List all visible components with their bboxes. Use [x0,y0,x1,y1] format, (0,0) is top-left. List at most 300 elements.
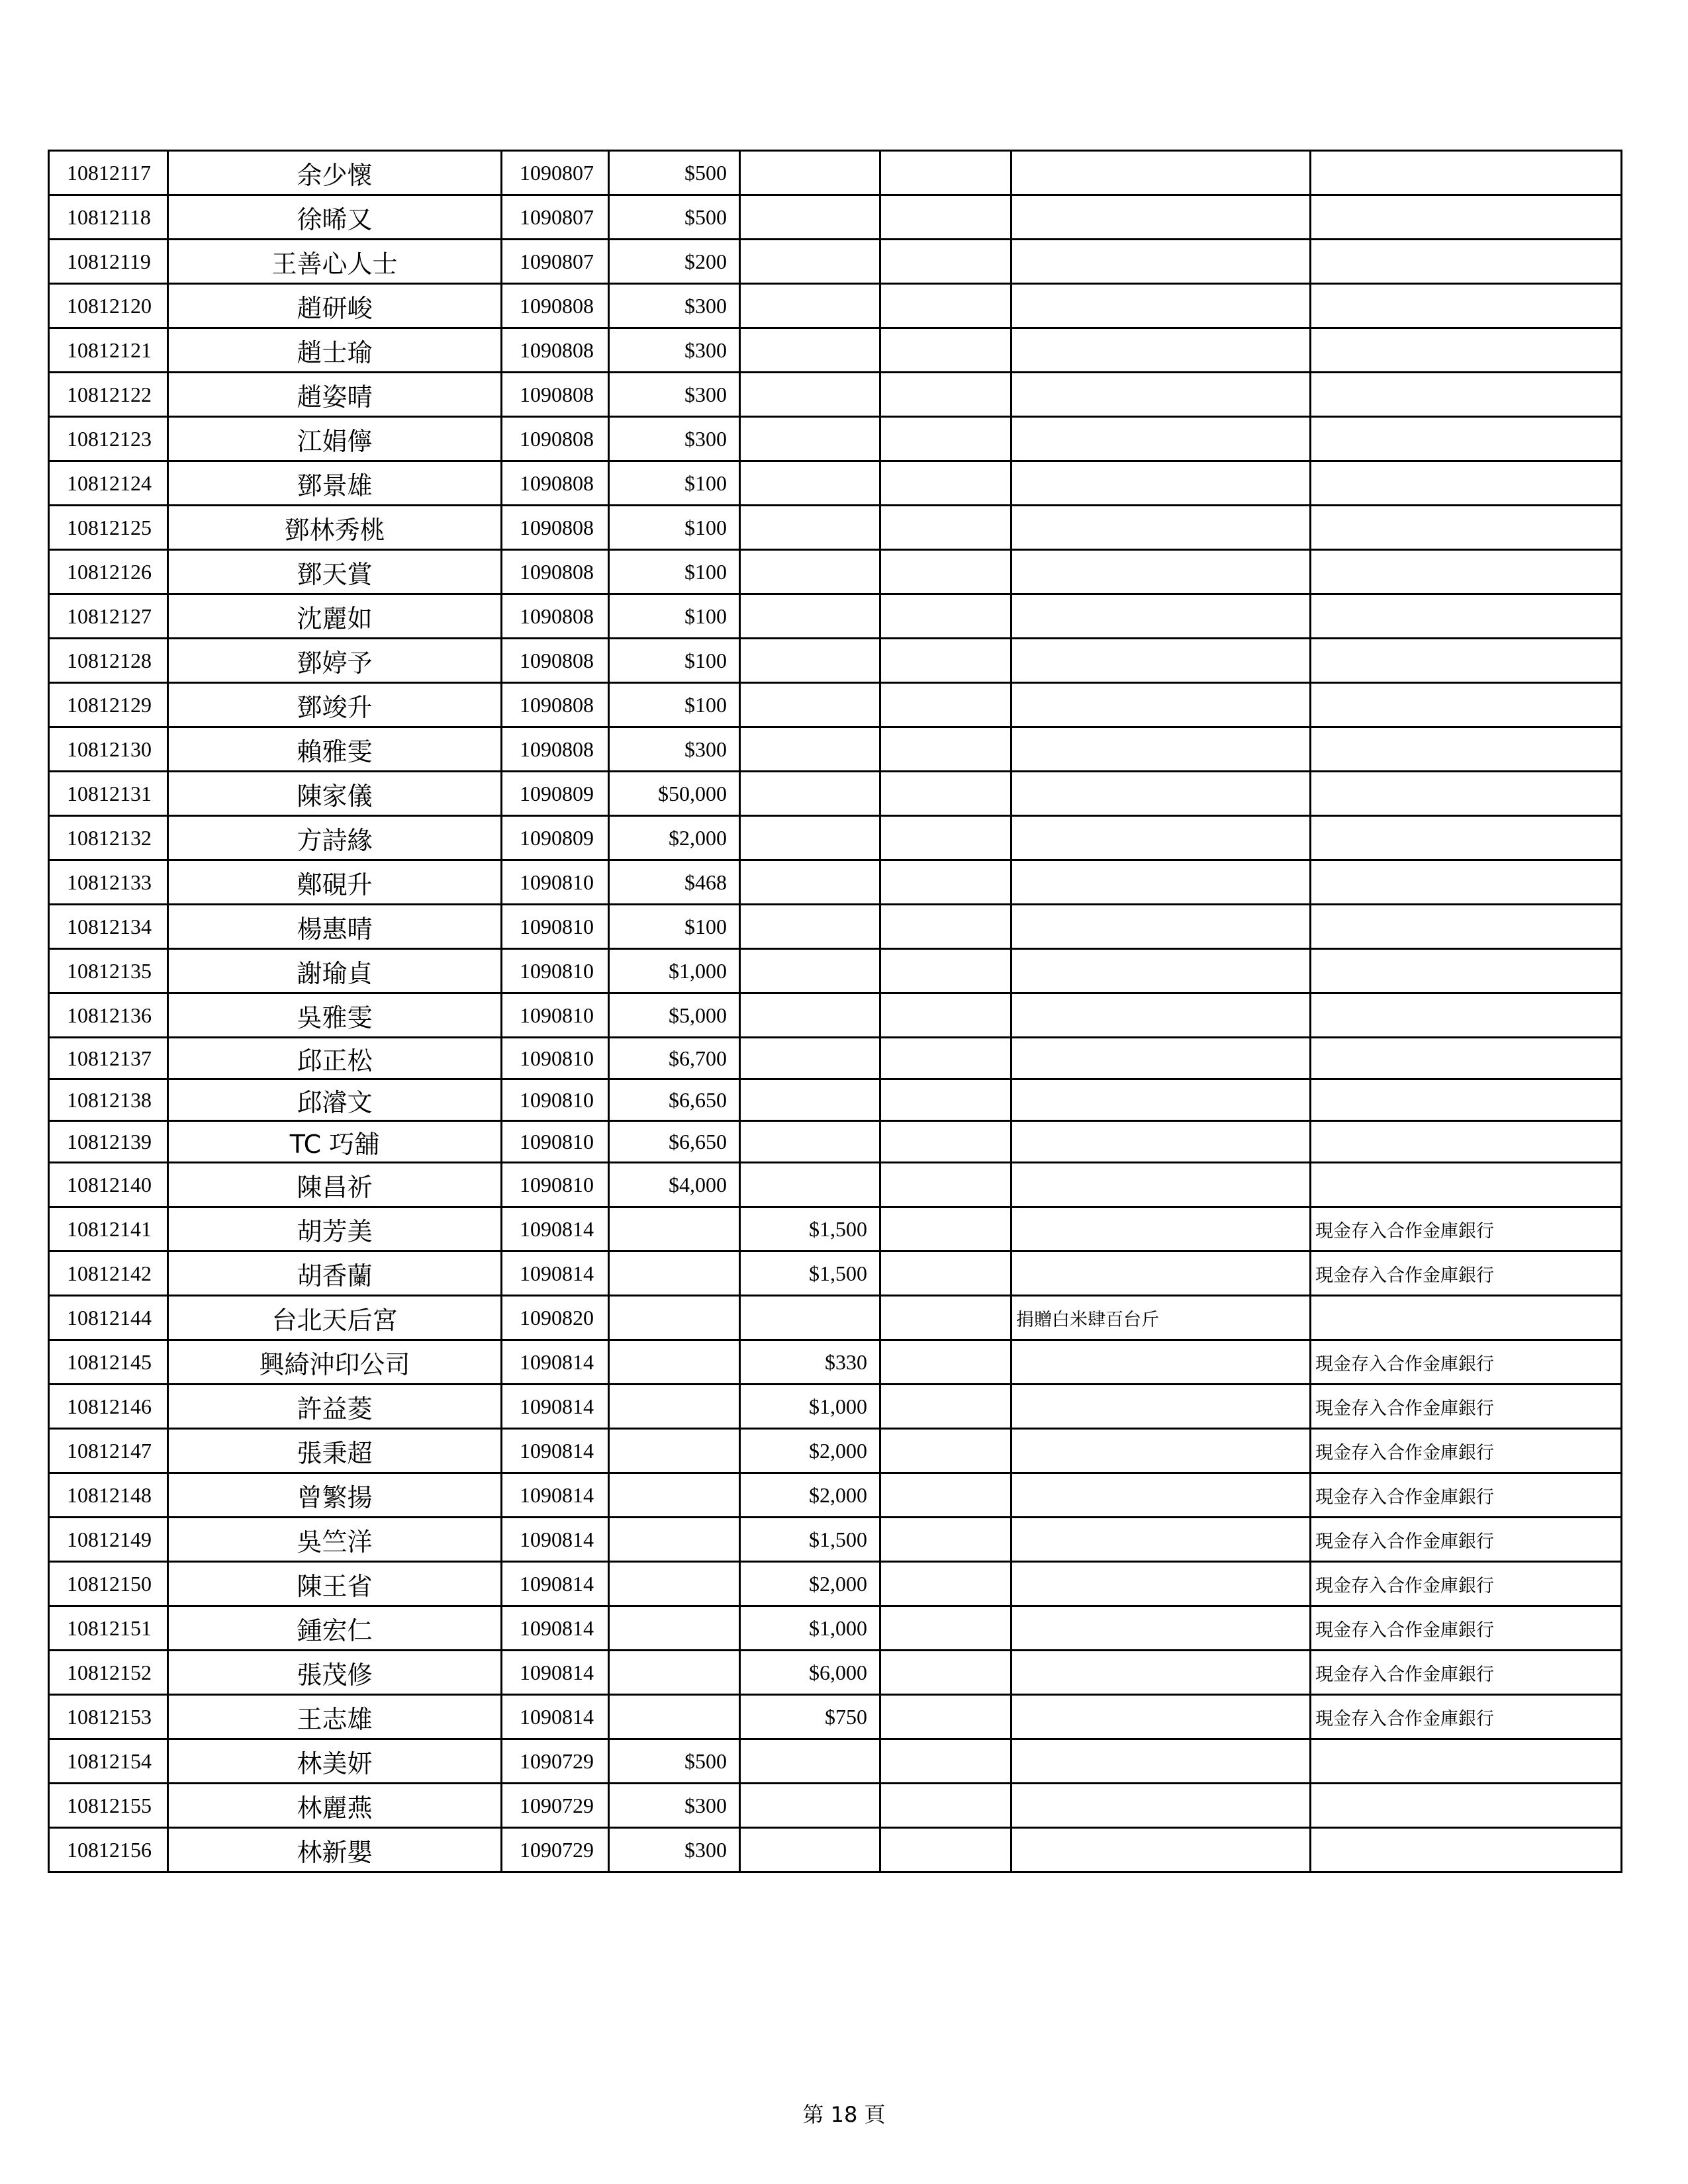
remark-cell: 現金存入合作金庫銀行 [1311,1385,1622,1429]
bank-amount-cell [740,1079,880,1121]
donor-name-cell: 張茂修 [168,1651,502,1695]
donor-name-cell: 謝瑜貞 [168,949,502,993]
donor-id-cell: 10812136 [49,993,168,1038]
blank-cell [880,417,1011,461]
goods-description-cell [1011,284,1311,328]
blank-cell [880,1695,1011,1739]
donor-id-cell: 10812147 [49,1429,168,1473]
blank-cell [880,1038,1011,1079]
donation-date-cell: 1090810 [502,905,609,949]
cash-amount-cell: $300 [609,727,740,772]
donor-id-cell: 10812134 [49,905,168,949]
blank-cell [880,1296,1011,1340]
cash-amount-cell: $6,650 [609,1121,740,1163]
donor-name-cell: 林麗燕 [168,1784,502,1828]
donor-id-cell: 10812144 [49,1296,168,1340]
blank-cell [880,461,1011,506]
cash-amount-cell: $100 [609,639,740,683]
bank-amount-cell: $6,000 [740,1651,880,1695]
donor-id-cell: 10812155 [49,1784,168,1828]
table-row [49,1121,1622,1163]
table-row [49,1518,1622,1562]
goods-description-cell [1011,1828,1311,1872]
table-row [49,772,1622,816]
cash-amount-cell [609,1207,740,1251]
cash-amount-cell [609,1695,740,1739]
donor-name-cell: 沈麗如 [168,594,502,639]
donor-name-cell: 陳昌祈 [168,1163,502,1207]
goods-description-cell [1011,727,1311,772]
blank-cell [880,727,1011,772]
remark-cell [1311,373,1622,417]
bank-amount-cell [740,1828,880,1872]
donor-id-cell: 10812129 [49,683,168,727]
remark-cell: 現金存入合作金庫銀行 [1311,1606,1622,1651]
blank-cell [880,195,1011,240]
donation-date-cell: 1090814 [502,1207,609,1251]
table-row [49,1606,1622,1651]
bank-amount-cell [740,639,880,683]
remark-cell: 現金存入合作金庫銀行 [1311,1562,1622,1606]
bank-amount-cell [740,993,880,1038]
donation-table [48,150,1622,1873]
table-row [49,993,1622,1038]
cash-amount-cell: $100 [609,594,740,639]
blank-cell [880,594,1011,639]
donor-name-cell: 鄧婷予 [168,639,502,683]
blank-cell [880,1518,1011,1562]
donor-id-cell: 10812121 [49,328,168,373]
donor-name-cell: 趙研峻 [168,284,502,328]
cash-amount-cell [609,1296,740,1340]
donor-id-cell: 10812120 [49,284,168,328]
cash-amount-cell: $500 [609,195,740,240]
donor-id-cell: 10812145 [49,1340,168,1385]
table-row [49,594,1622,639]
goods-description-cell: 捐贈白米肆百台斤 [1011,1296,1311,1340]
remark-cell [1311,195,1622,240]
donation-date-cell: 1090810 [502,1121,609,1163]
remark-cell [1311,727,1622,772]
cash-amount-cell: $300 [609,1828,740,1872]
donation-table-body [49,151,1622,1872]
table-row [49,1079,1622,1121]
donor-id-cell: 10812123 [49,417,168,461]
bank-amount-cell [740,417,880,461]
table-row [49,727,1622,772]
donation-date-cell: 1090808 [502,373,609,417]
bank-amount-cell: $1,500 [740,1207,880,1251]
blank-cell [880,1739,1011,1784]
remark-cell [1311,1163,1622,1207]
goods-description-cell [1011,373,1311,417]
goods-description-cell [1011,993,1311,1038]
blank-cell [880,1651,1011,1695]
cash-amount-cell [609,1251,740,1296]
bank-amount-cell: $1,000 [740,1606,880,1651]
blank-cell [880,949,1011,993]
table-row [49,417,1622,461]
blank-cell [880,860,1011,905]
cash-amount-cell: $300 [609,284,740,328]
cash-amount-cell: $2,000 [609,816,740,860]
blank-cell [880,1121,1011,1163]
goods-description-cell [1011,639,1311,683]
donor-name-cell: 鄧林秀桃 [168,506,502,550]
donor-name-cell: 林美妍 [168,1739,502,1784]
donor-name-cell: 方詩緣 [168,816,502,860]
goods-description-cell [1011,1739,1311,1784]
table-row [49,1651,1622,1695]
remark-cell: 現金存入合作金庫銀行 [1311,1518,1622,1562]
goods-description-cell [1011,417,1311,461]
remark-cell [1311,683,1622,727]
remark-cell [1311,949,1622,993]
donor-id-cell: 10812130 [49,727,168,772]
donor-id-cell: 10812142 [49,1251,168,1296]
donor-id-cell: 10812154 [49,1739,168,1784]
cash-amount-cell [609,1562,740,1606]
bank-amount-cell: $330 [740,1340,880,1385]
goods-description-cell [1011,772,1311,816]
bank-amount-cell [740,772,880,816]
remark-cell: 現金存入合作金庫銀行 [1311,1340,1622,1385]
donor-id-cell: 10812137 [49,1038,168,1079]
blank-cell [880,328,1011,373]
donor-id-cell: 10812141 [49,1207,168,1251]
goods-description-cell [1011,1251,1311,1296]
donor-name-cell: 陳王省 [168,1562,502,1606]
donor-name-cell: 邱正松 [168,1038,502,1079]
blank-cell [880,1828,1011,1872]
donor-id-cell: 10812148 [49,1473,168,1518]
cash-amount-cell [609,1340,740,1385]
bank-amount-cell: $750 [740,1695,880,1739]
donor-name-cell: 胡芳美 [168,1207,502,1251]
donor-name-cell: 許益菱 [168,1385,502,1429]
donor-name-cell: TC 巧舖 [168,1121,502,1163]
donation-date-cell: 1090814 [502,1340,609,1385]
table-row [49,905,1622,949]
donor-id-cell: 10812127 [49,594,168,639]
donation-date-cell: 1090814 [502,1695,609,1739]
bank-amount-cell [740,727,880,772]
donor-id-cell: 10812140 [49,1163,168,1207]
donor-id-cell: 10812117 [49,151,168,195]
donation-date-cell: 1090814 [502,1385,609,1429]
donation-date-cell: 1090729 [502,1828,609,1872]
blank-cell [880,240,1011,284]
bank-amount-cell [740,240,880,284]
blank-cell [880,1079,1011,1121]
blank-cell [880,1606,1011,1651]
donation-date-cell: 1090809 [502,772,609,816]
table-row [49,949,1622,993]
cash-amount-cell: $6,700 [609,1038,740,1079]
donation-date-cell: 1090814 [502,1562,609,1606]
remark-cell: 現金存入合作金庫銀行 [1311,1251,1622,1296]
bank-amount-cell [740,860,880,905]
donor-id-cell: 10812139 [49,1121,168,1163]
donor-name-cell: 鄧景雄 [168,461,502,506]
goods-description-cell [1011,905,1311,949]
remark-cell [1311,417,1622,461]
donor-name-cell: 陳家儀 [168,772,502,816]
cash-amount-cell: $100 [609,683,740,727]
goods-description-cell [1011,683,1311,727]
remark-cell [1311,1038,1622,1079]
donor-name-cell: 興綺沖印公司 [168,1340,502,1385]
cash-amount-cell [609,1385,740,1429]
blank-cell [880,816,1011,860]
bank-amount-cell [740,1121,880,1163]
goods-description-cell [1011,860,1311,905]
donor-name-cell: 徐晞又 [168,195,502,240]
donor-id-cell: 10812135 [49,949,168,993]
remark-cell [1311,284,1622,328]
cash-amount-cell: $300 [609,373,740,417]
donor-name-cell: 吳竺洋 [168,1518,502,1562]
table-row [49,1207,1622,1251]
blank-cell [880,373,1011,417]
donor-id-cell: 10812152 [49,1651,168,1695]
cash-amount-cell [609,1518,740,1562]
donation-date-cell: 1090809 [502,816,609,860]
donation-date-cell: 1090814 [502,1473,609,1518]
goods-description-cell [1011,1121,1311,1163]
donation-date-cell: 1090808 [502,461,609,506]
goods-description-cell [1011,506,1311,550]
table-row [49,1695,1622,1739]
donor-id-cell: 10812126 [49,550,168,594]
donation-date-cell: 1090729 [502,1739,609,1784]
goods-description-cell [1011,550,1311,594]
table-row [49,639,1622,683]
donor-id-cell: 10812156 [49,1828,168,1872]
cash-amount-cell [609,1473,740,1518]
table-row [49,1828,1622,1872]
donor-name-cell: 王志雄 [168,1695,502,1739]
donor-name-cell: 曾繁揚 [168,1473,502,1518]
donation-date-cell: 1090810 [502,1163,609,1207]
table-row [49,1385,1622,1429]
goods-description-cell [1011,1038,1311,1079]
donor-id-cell: 10812133 [49,860,168,905]
blank-cell [880,772,1011,816]
remark-cell [1311,905,1622,949]
goods-description-cell [1011,949,1311,993]
donor-id-cell: 10812153 [49,1695,168,1739]
cash-amount-cell: $4,000 [609,1163,740,1207]
table-row [49,1562,1622,1606]
remark-cell [1311,1121,1622,1163]
donation-date-cell: 1090729 [502,1784,609,1828]
remark-cell [1311,639,1622,683]
donor-id-cell: 10812128 [49,639,168,683]
remark-cell [1311,240,1622,284]
cash-amount-cell: $100 [609,461,740,506]
donor-name-cell: 鄭硯升 [168,860,502,905]
table-row [49,1038,1622,1079]
blank-cell [880,639,1011,683]
bank-amount-cell [740,151,880,195]
bank-amount-cell [740,905,880,949]
goods-description-cell [1011,1340,1311,1385]
goods-description-cell [1011,816,1311,860]
donor-name-cell: 楊惠晴 [168,905,502,949]
table-row [49,1251,1622,1296]
remark-cell: 現金存入合作金庫銀行 [1311,1695,1622,1739]
remark-cell [1311,151,1622,195]
cash-amount-cell: $300 [609,328,740,373]
donor-id-cell: 10812118 [49,195,168,240]
donor-id-cell: 10812149 [49,1518,168,1562]
bank-amount-cell [740,1163,880,1207]
cash-amount-cell [609,1429,740,1473]
bank-amount-cell [740,949,880,993]
bank-amount-cell: $1,000 [740,1385,880,1429]
donor-name-cell: 趙姿晴 [168,373,502,417]
donor-id-cell: 10812151 [49,1606,168,1651]
cash-amount-cell: $100 [609,506,740,550]
bank-amount-cell [740,461,880,506]
remark-cell [1311,328,1622,373]
bank-amount-cell [740,550,880,594]
blank-cell [880,1163,1011,1207]
cash-amount-cell: $300 [609,417,740,461]
goods-description-cell [1011,328,1311,373]
bank-amount-cell [740,373,880,417]
bank-amount-cell: $1,500 [740,1518,880,1562]
blank-cell [880,1784,1011,1828]
cash-amount-cell: $200 [609,240,740,284]
donor-name-cell: 台北天后宮 [168,1296,502,1340]
table-row [49,1163,1622,1207]
remark-cell [1311,1739,1622,1784]
cash-amount-cell: $300 [609,1784,740,1828]
donation-date-cell: 1090810 [502,949,609,993]
remark-cell [1311,1784,1622,1828]
goods-description-cell [1011,1473,1311,1518]
donor-id-cell: 10812146 [49,1385,168,1429]
donation-date-cell: 1090814 [502,1651,609,1695]
table-row [49,328,1622,373]
table-row [49,1739,1622,1784]
donation-date-cell: 1090807 [502,195,609,240]
bank-amount-cell [740,1296,880,1340]
donation-date-cell: 1090808 [502,506,609,550]
donation-date-cell: 1090814 [502,1429,609,1473]
donor-name-cell: 余少懷 [168,151,502,195]
remark-cell [1311,1079,1622,1121]
bank-amount-cell [740,284,880,328]
donor-id-cell: 10812131 [49,772,168,816]
cash-amount-cell: $6,650 [609,1079,740,1121]
goods-description-cell [1011,195,1311,240]
goods-description-cell [1011,1784,1311,1828]
donation-date-cell: 1090814 [502,1251,609,1296]
remark-cell: 現金存入合作金庫銀行 [1311,1473,1622,1518]
donation-date-cell: 1090814 [502,1606,609,1651]
cash-amount-cell: $500 [609,151,740,195]
table-row [49,816,1622,860]
remark-cell [1311,550,1622,594]
donor-id-cell: 10812125 [49,506,168,550]
donation-date-cell: 1090810 [502,993,609,1038]
donor-name-cell: 趙士瑜 [168,328,502,373]
goods-description-cell [1011,1695,1311,1739]
goods-description-cell [1011,1207,1311,1251]
donation-date-cell: 1090808 [502,284,609,328]
cash-amount-cell: $50,000 [609,772,740,816]
goods-description-cell [1011,240,1311,284]
remark-cell: 現金存入合作金庫銀行 [1311,1207,1622,1251]
table-row [49,284,1622,328]
goods-description-cell [1011,1651,1311,1695]
donor-name-cell: 鄧天賞 [168,550,502,594]
remark-cell: 現金存入合作金庫銀行 [1311,1651,1622,1695]
donor-name-cell: 邱濬文 [168,1079,502,1121]
donation-date-cell: 1090807 [502,240,609,284]
blank-cell [880,1207,1011,1251]
blank-cell [880,550,1011,594]
donation-date-cell: 1090808 [502,683,609,727]
bank-amount-cell: $1,500 [740,1251,880,1296]
remark-cell [1311,860,1622,905]
cash-amount-cell: $1,000 [609,949,740,993]
blank-cell [880,1340,1011,1385]
blank-cell [880,1562,1011,1606]
donor-name-cell: 王善心人士 [168,240,502,284]
bank-amount-cell: $2,000 [740,1429,880,1473]
blank-cell [880,284,1011,328]
blank-cell [880,1429,1011,1473]
cash-amount-cell: $468 [609,860,740,905]
blank-cell [880,506,1011,550]
goods-description-cell [1011,1079,1311,1121]
donor-id-cell: 10812138 [49,1079,168,1121]
donor-name-cell: 江娟儜 [168,417,502,461]
donation-date-cell: 1090808 [502,594,609,639]
bank-amount-cell [740,506,880,550]
donor-id-cell: 10812122 [49,373,168,417]
donor-name-cell: 胡香蘭 [168,1251,502,1296]
remark-cell [1311,993,1622,1038]
goods-description-cell [1011,461,1311,506]
blank-cell [880,151,1011,195]
table-row [49,373,1622,417]
bank-amount-cell [740,594,880,639]
cash-amount-cell: $5,000 [609,993,740,1038]
donation-date-cell: 1090808 [502,550,609,594]
table-row [49,683,1622,727]
bank-amount-cell [740,816,880,860]
goods-description-cell [1011,1518,1311,1562]
cash-amount-cell [609,1651,740,1695]
goods-description-cell [1011,1163,1311,1207]
donor-name-cell: 鄧竣升 [168,683,502,727]
cash-amount-cell: $100 [609,550,740,594]
donor-id-cell: 10812150 [49,1562,168,1606]
donation-date-cell: 1090810 [502,860,609,905]
remark-cell [1311,816,1622,860]
bank-amount-cell [740,195,880,240]
donor-id-cell: 10812132 [49,816,168,860]
remark-cell: 現金存入合作金庫銀行 [1311,1429,1622,1473]
donor-name-cell: 張秉超 [168,1429,502,1473]
blank-cell [880,993,1011,1038]
bank-amount-cell [740,1038,880,1079]
